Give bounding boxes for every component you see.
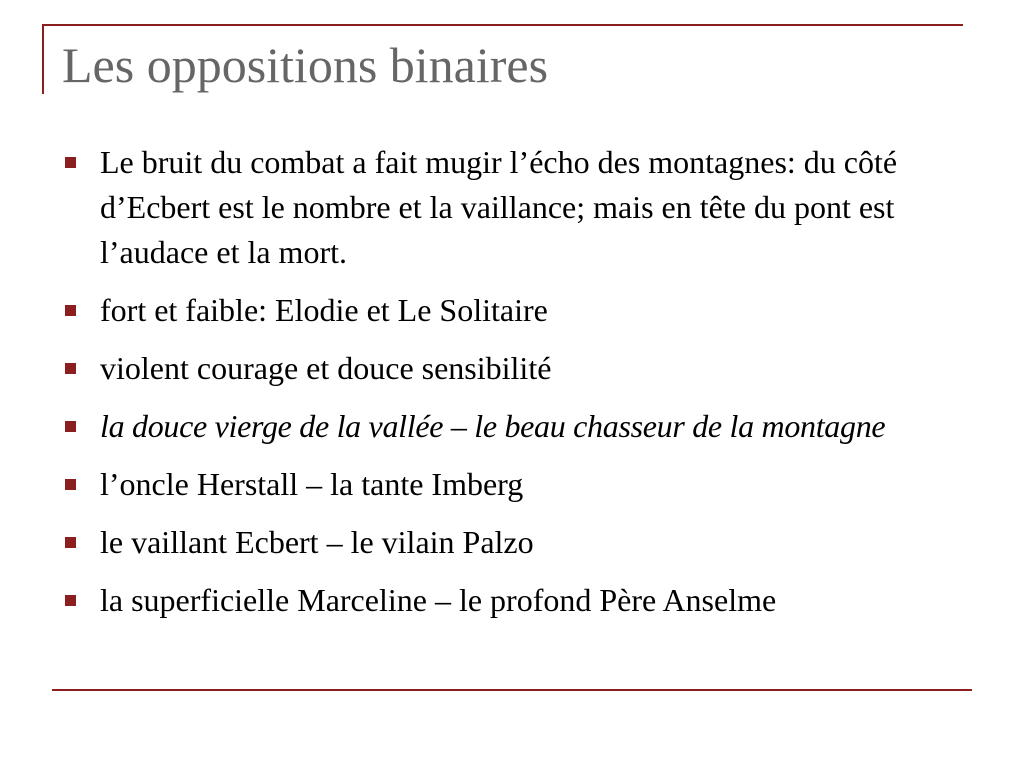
square-bullet-icon — [65, 363, 76, 374]
square-bullet-icon — [65, 421, 76, 432]
title-frame-top-rule — [42, 24, 963, 26]
bullet-list — [60, 140, 960, 636]
square-bullet-icon — [65, 595, 76, 606]
bullet-text: Le bruit du combat a fait mugir l’écho des montagnes: du côté d’Ecbert est le nombre et la vaillance; mais en tête du pont est l’audace et la mort. — [100, 144, 898, 270]
bullet-item — [60, 288, 960, 333]
bullet-item — [60, 520, 960, 565]
bullet-item — [60, 346, 960, 391]
bullet-item — [60, 578, 960, 623]
square-bullet-icon — [65, 537, 76, 548]
bullet-item — [60, 404, 960, 449]
bullet-item — [60, 140, 960, 275]
square-bullet-icon — [65, 305, 76, 316]
bullet-text: fort et faible: Elodie et Le Solitaire — [100, 292, 548, 328]
bullet-text: la superficielle Marceline – le profond Père Anselme — [100, 582, 777, 618]
bullet-item — [60, 462, 960, 507]
footer-rule — [52, 689, 972, 691]
square-bullet-icon — [65, 479, 76, 490]
bullet-text: la douce vierge de la vallée – le beau chasseur de la montagne — [100, 408, 886, 444]
bullet-text: violent courage et douce sensibilité — [100, 350, 552, 386]
title-frame-left-rule — [42, 24, 44, 94]
square-bullet-icon — [65, 157, 76, 168]
bullet-text: le vaillant Ecbert – le vilain Palzo — [100, 524, 534, 560]
slide-title: Les oppositions binaires — [62, 37, 549, 93]
bullet-text: l’oncle Herstall – la tante Imberg — [100, 466, 524, 502]
